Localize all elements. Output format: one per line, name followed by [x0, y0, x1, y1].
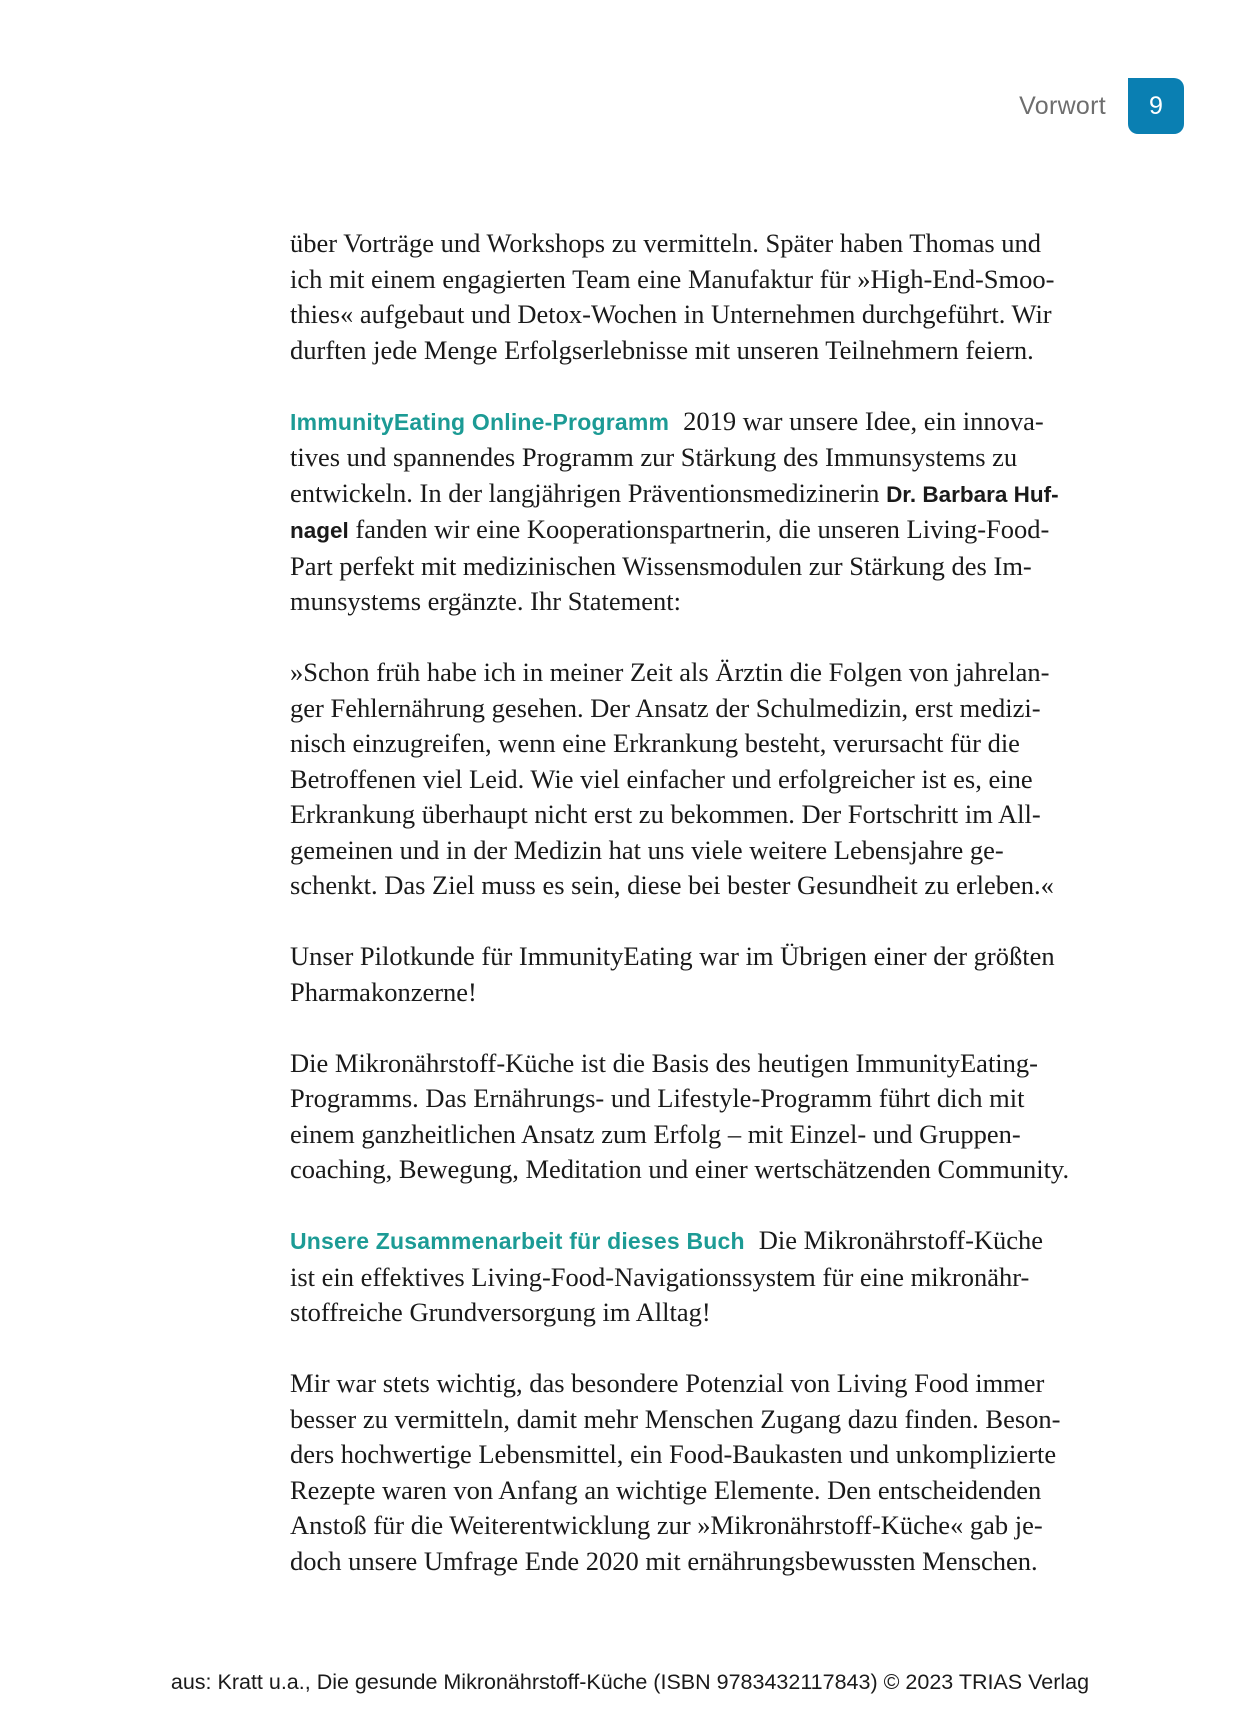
text-line: Programms. Das Ernährungs- und Lifestyle-Programm führt dich mit	[290, 1083, 1025, 1113]
subheading-immunityeating: ImmunityEating Online-Programm	[290, 408, 670, 435]
paragraph-5	[290, 1046, 1130, 1188]
text-line	[290, 1223, 1130, 1260]
body-text	[290, 226, 1130, 1579]
section-title: Vorwort	[1019, 91, 1106, 120]
text-span: Die Mikronährstoff-Küche	[758, 1225, 1044, 1255]
quote-paragraph	[290, 655, 1130, 904]
text-line: ist ein effektives Living-Food-Navigationssystem für eine mikronähr-	[290, 1261, 1030, 1292]
text-line: durften jede Menge Erfolgserlebnisse mit unseren Teilnehmern feiern.	[290, 334, 1034, 365]
text-line: Betroffenen viel Leid. Wie viel einfacher und erfolgreicher ist es, eine	[290, 763, 1033, 794]
paragraph-7	[290, 1366, 1130, 1579]
text-line: thies« aufgebaut und Detox-Wochen in Unternehmen durchgeführt. Wir	[290, 299, 1052, 329]
text-line	[290, 476, 1130, 513]
text-line: Pharmakonzerne!	[290, 976, 477, 1007]
text-line: tives und spannendes Programm zur Stärkung des Immunsystems zu	[290, 442, 1018, 472]
citation-footer: aus: Kratt u.a., Die gesunde Mikronährstoff-Küche (ISBN 9783432117843) © 2023 TRIAS Verlag	[170, 1670, 1090, 1694]
person-name: Dr. Barbara Huf-	[886, 481, 1059, 507]
text-line: ger Fehlernährung gesehen. Der Ansatz der Schulmedizin, erst medizi-	[290, 692, 1041, 723]
text-line: stoffreiche Grundversorgung im Alltag!	[290, 1297, 711, 1327]
paragraph-4	[290, 939, 1130, 1010]
text-line: »Schon früh habe ich in meiner Zeit als Ärztin die Folgen von jahrelan-	[290, 657, 1050, 687]
text-line: schenkt. Das Ziel muss es sein, diese bei bester Gesundheit zu erleben.«	[290, 870, 1054, 900]
text-line: Mir war stets wichtig, das besondere Potenzial von Living Food immer	[290, 1368, 1045, 1398]
text-line: coaching, Bewegung, Meditation und einer wertschätzenden Community.	[290, 1154, 1070, 1184]
person-name: nagel	[290, 518, 349, 543]
text-line: nisch einzugreifen, wenn eine Erkrankung besteht, verursacht für die	[290, 728, 1020, 758]
text-line: über Vorträge und Workshops zu vermitteln. Später haben Thomas und	[290, 228, 1042, 258]
text-line: Part perfekt mit medizinischen Wissensmodulen zur Stärkung des Im-	[290, 550, 1032, 581]
text-line: ich mit einem engagierten Team eine Manufaktur für »High-End-Smoo-	[290, 263, 1055, 294]
text-span: fanden wir eine Kooperationspartnerin, die unseren Living-Food-	[355, 514, 1050, 544]
text-line: Unser Pilotkunde für ImmunityEating war im Übrigen einer der größten	[290, 941, 1055, 971]
paragraph-1	[290, 226, 1130, 368]
text-line: ders hochwertige Lebensmittel, ein Food-Baukasten und unkomplizierte	[290, 1439, 1057, 1469]
paragraph-2	[290, 404, 1130, 620]
text-line: Rezepte waren von Anfang an wichtige Elemente. Den entscheidenden	[290, 1474, 1042, 1505]
text-span: 2019 war unsere Idee, ein innova-	[683, 405, 1044, 436]
text-line: Anstoß für die Weiterentwicklung zur »Mikronährstoff-Küche« gab je-	[290, 1510, 1043, 1540]
running-header	[1019, 78, 1184, 134]
text-line: munsystems ergänzte. Ihr Statement:	[290, 586, 682, 616]
text-span: entwickeln. In der langjährigen Präventionsmedizinerin	[290, 477, 880, 508]
text-line: Erkrankung überhaupt nicht erst zu bekommen. Der Fortschritt im All-	[290, 799, 1041, 829]
subheading-zusammenarbeit: Unsere Zusammenarbeit für dieses Buch	[290, 1228, 745, 1254]
page-number: 9	[1128, 78, 1184, 134]
text-line: besser zu vermitteln, damit mehr Menschen Zugang dazu finden. Beson-	[290, 1403, 1061, 1434]
text-line	[290, 404, 1130, 441]
paragraph-6	[290, 1223, 1130, 1331]
text-line: doch unsere Umfrage Ende 2020 mit ernährungsbewussten Menschen.	[290, 1545, 1038, 1576]
text-line: einem ganzheitlichen Ansatz zum Erfolg – mit Einzel- und Gruppen-	[290, 1118, 1021, 1149]
text-line: Die Mikronährstoff-Küche ist die Basis des heutigen ImmunityEating-	[290, 1047, 1038, 1078]
text-line: gemeinen und in der Medizin hat uns viele weitere Lebensjahre ge-	[290, 834, 1004, 865]
text-line	[290, 512, 1130, 549]
